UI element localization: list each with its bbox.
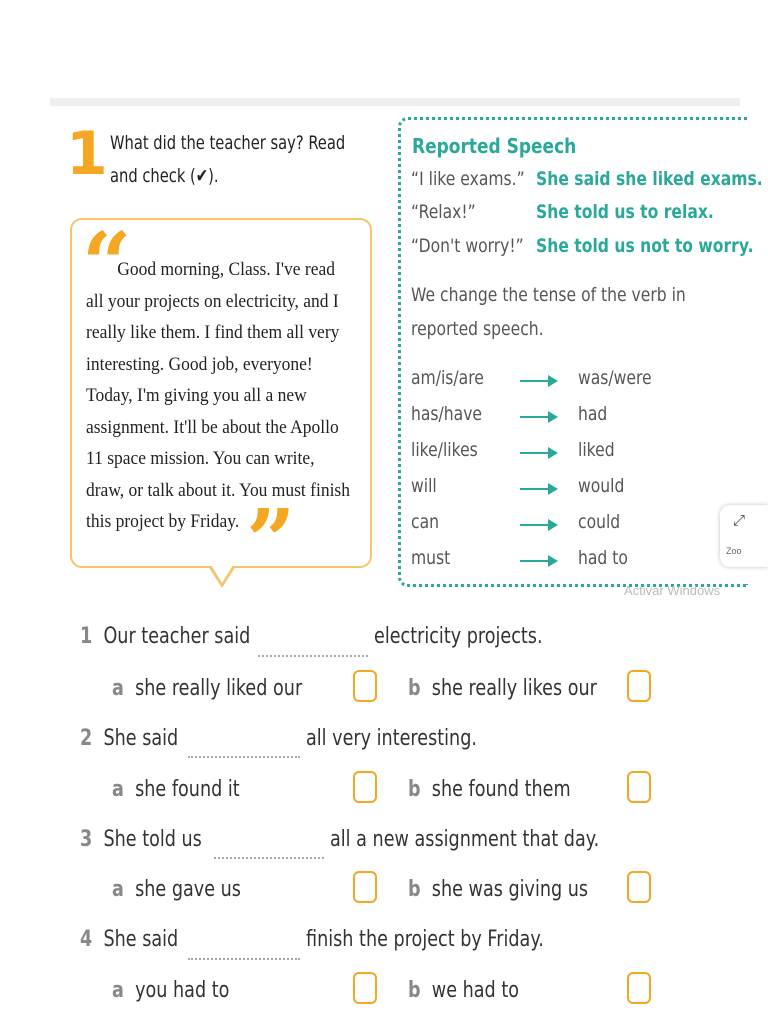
checkbox-option-b[interactable] xyxy=(627,871,651,903)
reported-speech-example: She told us not to worry. xyxy=(536,235,754,257)
direct-speech-example: “Don't worry!” xyxy=(411,235,524,257)
tense-from: will xyxy=(411,475,437,497)
tense-from: am/is/are xyxy=(411,367,484,389)
teacher-speech-text xyxy=(86,254,362,538)
option-text: you had to xyxy=(135,978,230,1003)
question-text-after: electricity projects. xyxy=(374,624,543,649)
answer-blank[interactable] xyxy=(188,756,300,758)
answer-blank[interactable] xyxy=(258,655,368,657)
option-a xyxy=(112,777,240,802)
tense-to: would xyxy=(578,475,625,497)
arrow-right-icon xyxy=(520,452,556,454)
question-text-after: all a new assignment that day. xyxy=(330,827,600,852)
checkbox-option-a[interactable] xyxy=(353,670,377,702)
option-text: she found them xyxy=(431,777,571,802)
open-quote-icon: “ xyxy=(82,214,132,315)
option-text: she really likes our xyxy=(431,676,597,701)
tense-note: reported speech. xyxy=(411,318,544,340)
option-a xyxy=(112,978,229,1003)
speech-line: draw, or talk about it. You must finish xyxy=(86,479,350,501)
windows-watermark: Activar Windows xyxy=(624,583,721,598)
option-letter: a xyxy=(112,877,124,902)
speech-bubble-tail-inner xyxy=(211,565,233,583)
question-number: 3 xyxy=(80,827,93,852)
tense-to: had to xyxy=(578,547,628,569)
tense-note: We change the tense of the verb in xyxy=(411,284,686,306)
reported-speech-title: Reported Speech xyxy=(412,134,577,158)
tense-from: can xyxy=(411,511,439,533)
speech-line: assignment. It'll be about the Apollo xyxy=(86,416,339,438)
option-letter: a xyxy=(112,777,124,802)
zoom-icon[interactable]: ⤢ xyxy=(733,512,746,529)
arrow-right-icon xyxy=(520,416,556,418)
speech-line: this project by Friday. xyxy=(86,511,240,532)
option-letter: b xyxy=(408,676,421,701)
speech-line: interesting. Good job, everyone! xyxy=(86,353,313,375)
option-letter: a xyxy=(112,676,124,701)
zoom-label: Zoo xyxy=(726,546,742,556)
direct-speech-example: “I like exams.” xyxy=(411,168,525,190)
tense-to: had xyxy=(578,403,608,425)
question-number: 4 xyxy=(80,927,93,952)
reported-speech-example: She said she liked exams. xyxy=(536,168,763,190)
option-b xyxy=(408,676,597,701)
option-text: she really liked our xyxy=(135,676,303,701)
option-text: we had to xyxy=(431,978,519,1003)
option-letter: b xyxy=(408,978,421,1003)
question-number: 2 xyxy=(80,726,93,751)
question-text: She said xyxy=(103,726,179,751)
reported-speech-example: She told us to relax. xyxy=(536,201,714,223)
exercise-number: 1 xyxy=(66,119,108,189)
arrow-right-icon xyxy=(520,488,556,490)
question-row xyxy=(80,726,178,751)
speech-line: 11 space mission. You can write, xyxy=(86,448,315,469)
option-letter: b xyxy=(408,777,421,802)
checkbox-option-a[interactable] xyxy=(353,972,377,1004)
exercise-instruction xyxy=(110,127,346,193)
instruction-line: What did the teacher say? Read xyxy=(110,132,346,154)
option-b xyxy=(408,877,588,902)
checkbox-option-b[interactable] xyxy=(627,771,651,803)
question-text: She told us xyxy=(103,827,202,852)
speech-line: all your projects on electricity, and I xyxy=(86,290,339,312)
question-text: She said xyxy=(103,927,179,952)
close-quote-icon: ” xyxy=(246,491,296,592)
tense-to: liked xyxy=(578,439,615,461)
checkbox-option-b[interactable] xyxy=(627,670,651,702)
question-text-after: finish the project by Friday. xyxy=(306,927,544,952)
question-text-after: all very interesting. xyxy=(306,726,477,751)
speech-line: really like them. I find them all very xyxy=(86,322,340,343)
question-row xyxy=(80,927,178,952)
tense-to: was/were xyxy=(578,367,652,389)
arrow-right-icon xyxy=(520,524,556,526)
instruction-line: and check (✔). xyxy=(110,165,219,187)
option-a xyxy=(112,877,241,902)
option-b xyxy=(408,978,519,1003)
checkbox-option-a[interactable] xyxy=(353,771,377,803)
answer-blank[interactable] xyxy=(214,857,324,859)
arrow-right-icon xyxy=(520,560,556,562)
question-number: 1 xyxy=(80,624,93,649)
option-letter: a xyxy=(112,978,124,1003)
direct-speech-example: “Relax!” xyxy=(411,201,476,223)
option-b xyxy=(408,777,571,802)
option-a xyxy=(112,676,302,701)
speech-line: Good morning, Class. I've read xyxy=(117,259,336,280)
top-divider xyxy=(50,98,740,106)
tense-from: has/have xyxy=(411,403,483,425)
tense-from: must xyxy=(411,547,451,569)
speech-line: Today, I'm giving you all a new xyxy=(86,385,307,406)
answer-blank[interactable] xyxy=(188,958,300,960)
tense-from: like/likes xyxy=(411,439,478,461)
option-text: she was giving us xyxy=(431,877,589,902)
option-letter: b xyxy=(408,877,421,902)
question-row xyxy=(80,827,202,852)
checkbox-option-b[interactable] xyxy=(627,972,651,1004)
question-text: Our teacher said xyxy=(103,624,251,649)
question-row xyxy=(80,624,250,649)
checkbox-option-a[interactable] xyxy=(353,871,377,903)
option-text: she found it xyxy=(135,777,240,802)
option-text: she gave us xyxy=(135,877,241,902)
arrow-right-icon xyxy=(520,380,556,382)
tense-to: could xyxy=(578,511,621,533)
